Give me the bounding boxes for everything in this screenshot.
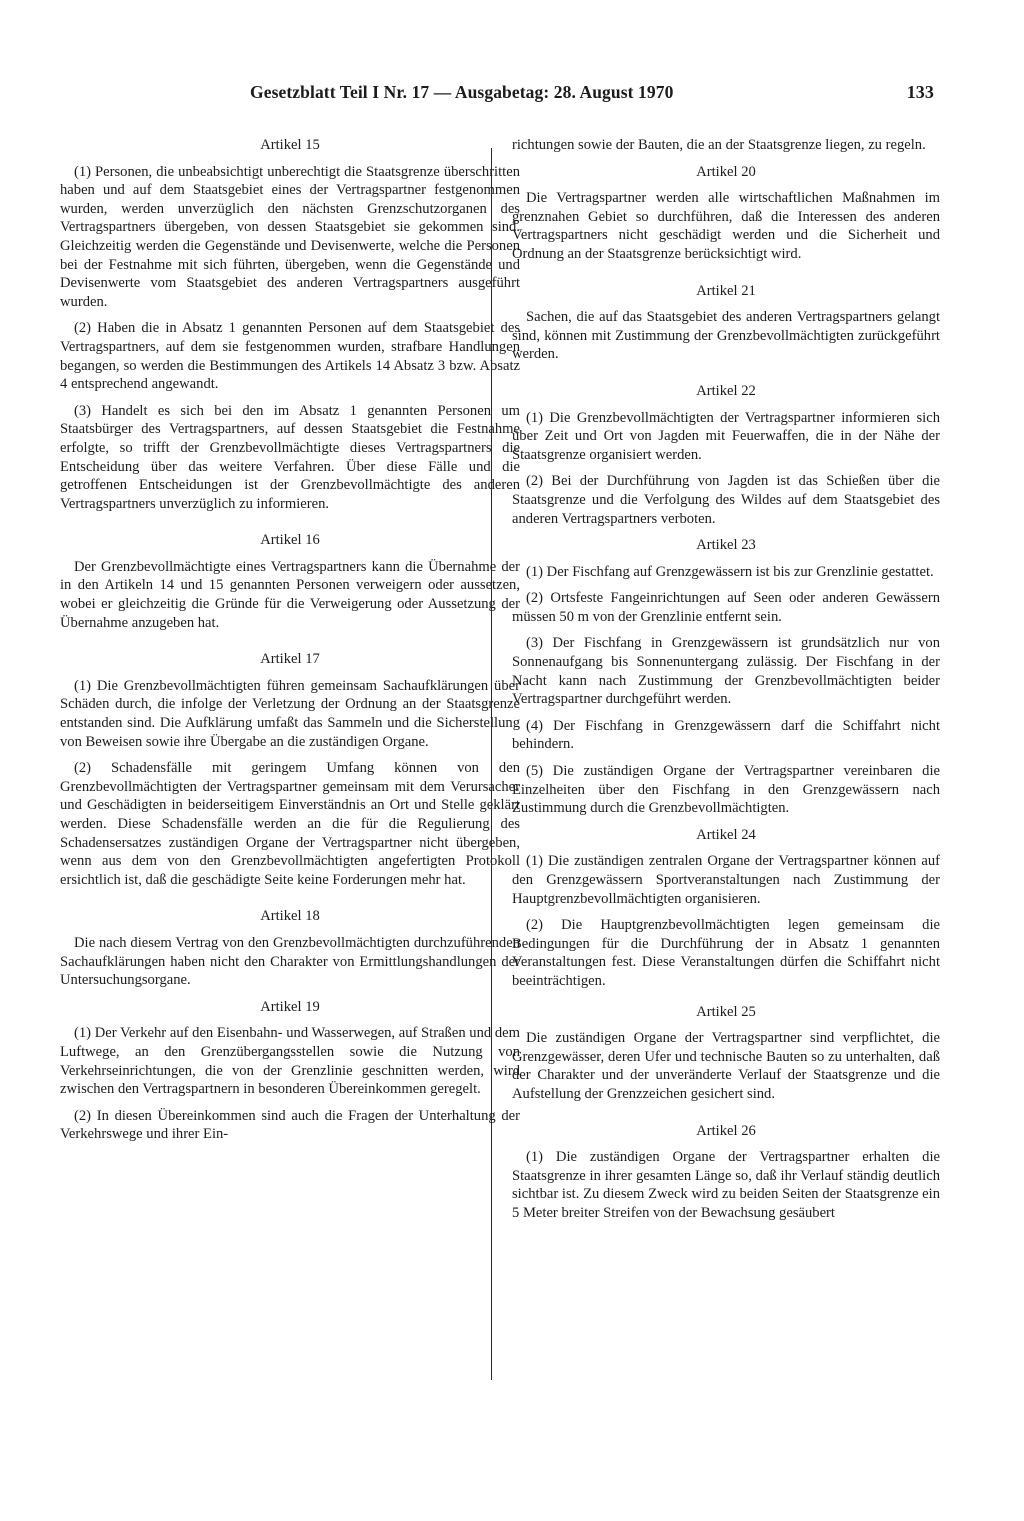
article-25-paragraph-1: Die zuständigen Organe der Vertragspartner sind verpflichtet, die Grenzgewässer, deren Ufer und technische Bauten so zu unterhalten, daß der Charakter und der unveränderte Verlauf der Staatsgrenze und die Aufstellung der Grenzzeichen gesichert sind.	[512, 1030, 940, 1102]
article-25-title: Artikel 25	[696, 1003, 756, 1020]
article-22-paragraph-1: (1) Die Grenzbevollmächtigten der Vertragspartner informieren sich über Zeit und Ort von Jagden mit Feuerwaffen, die in der Nähe der Staatsgrenze organisiert werden.	[512, 409, 940, 463]
article-19-paragraph-2: (2) In diesen Übereinkommen sind auch die Fragen der Unterhaltung der Verkehrswege und ihrer Ein-	[60, 1107, 520, 1143]
right-column	[512, 136, 940, 1231]
article-19-title: Artikel 19	[260, 998, 320, 1015]
article-24-paragraph-2: (2) Die Hauptgrenzbevollmächtigten legen gemeinsam die Bedingungen für die Durchführung der in Absatz 1 genannten Veranstaltungen fest. Diese Veranstaltungen dürfen die Schiffahrt nicht beeinträchtigen.	[512, 917, 940, 989]
article-17-title: Artikel 17	[260, 651, 320, 668]
article-26-title: Artikel 26	[696, 1122, 756, 1139]
article-23-paragraph-5: (5) Die zuständigen Organe der Vertragspartner vereinbaren die Einzelheiten über den Fischfang in den Grenzgewässern nach Zustimmung durch die Grenzbevollmächtigten.	[512, 763, 940, 817]
left-column	[60, 136, 520, 1152]
article-17-paragraph-1: (1) Die Grenzbevollmächtigten führen gemeinsam Sachaufklärungen über Schäden durch, die infolge der Verletzung der Ordnung an der Staatsgrenze entstanden sind. Die Aufklärung umfaßt das Sammeln und die Sicherstellung von Beweisen sowie ihre Übergabe an die zuständigen Organe.	[60, 677, 520, 750]
article-15-paragraph-1: (1) Personen, die unbeabsichtigt unberechtigt die Staatsgrenze überschritten haben und auf dem Staatsgebiet eines der Vertragspartner festgenommen wurden, werden unverzüglich den nächsten Grenzschutzorganen des Vertragspartners übergeben, von dessen Staatsgebiet sie gekommen sind. Gleichzeitig werden die Gegenstände und Devisenwerte, welche die Personen bei der Festnahme mit sich führten, übergeben, wenn die Gegenstände und Devisenwerte vom Staatsgebiet des anderen Vertragspartners ausgeführt wurden.	[60, 163, 520, 310]
article-24-title: Artikel 24	[696, 826, 756, 843]
article-23-paragraph-1: (1) Der Fischfang auf Grenzgewässern ist bis zur Grenzlinie gestattet.	[526, 563, 934, 580]
article-23-title: Artikel 23	[696, 537, 756, 554]
article-26-paragraph-1: (1) Die zuständigen Organe der Vertragspartner erhalten die Staatsgrenze in ihrer gesamten Länge so, daß ihr Verlauf ständig deutlich sichtbar ist. Zu diesem Zweck wird zu beiden Seiten der Staatsgrenze ein 5 Meter breiter Streifen von der Bewachsung gesäubert	[512, 1149, 940, 1221]
page-header	[232, 82, 934, 110]
article-19-paragraph-2-continued: richtungen sowie der Bauten, die an der Staatsgrenze liegen, zu regeln.	[512, 137, 926, 153]
article-16-title: Artikel 16	[260, 532, 320, 549]
article-21-paragraph-1: Sachen, die auf das Staatsgebiet des anderen Vertragspartners gelangt sind, können mit Zustimmung der Grenzbevollmächtigten zurückgeführt werden.	[512, 309, 940, 363]
article-17-paragraph-2: (2) Schadensfälle mit geringem Umfang können von den Grenzbevollmächtigten der Vertragspartner gemeinsam mit dem Verursacher und Geschädigten in beiderseitigem Einverständnis an Ort und Stelle geklärt werden. Diese Schadensfälle werden an die für die Regulierung des Schadensersatzes zuständigen Organe der Vertragspartner nicht übergeben, wenn aus dem von den Grenzbevollmächtigten angefertigten Protokoll ersichtlich ist, daß die geschädigte Seite keine Forderungen mehr hat.	[60, 760, 520, 888]
article-23-paragraph-3: (3) Der Fischfang in Grenzgewässern ist grundsätzlich nur von Sonnenaufgang bis Sonnenuntergang zulässig. Der Fischfang in der Nacht kann nach Zustimmung der Grenzbevollmächtigten beider Vertragspartner durchgeführt werden.	[512, 635, 940, 708]
article-15-title: Artikel 15	[260, 137, 320, 153]
article-23-paragraph-4: (4) Der Fischfang in Grenzgewässern darf die Schiffahrt nicht behindern.	[512, 717, 940, 753]
article-18-title: Artikel 18	[260, 908, 320, 925]
page-number: 133	[906, 82, 934, 102]
article-15-paragraph-2: (2) Haben die in Absatz 1 genannten Personen auf dem Staatsgebiet des Vertragspartners, auf dem sie festgenommen wurden, strafbare Handlungen begangen, so werden die Bestimmungen des Artikels 14 Absatz 3 bzw. Absatz 4 entsprechend angewandt.	[60, 320, 520, 393]
article-24-paragraph-1: (1) Die zuständigen zentralen Organe der Vertragspartner können auf den Grenzgewässern Sportveranstaltungen nach Zustimmung der Hauptgrenzbevollmächtigten organisieren.	[512, 853, 940, 907]
article-18-paragraph-1: Die nach diesem Vertrag von den Grenzbevollmächtigten durchzuführenden Sachaufklärungen haben nicht den Charakter von Ermittlungshandlungen der Untersuchungsorgane.	[60, 934, 520, 989]
article-20-paragraph-1: Die Vertragspartner werden alle wirtschaftlichen Maßnahmen im grenznahen Gebiet so durchführen, daß die Interessen des anderen Vertragspartners nicht geschädigt werden und die Sicherheit und Ordnung an der Staatsgrenze berücksichtigt wird.	[512, 190, 940, 262]
article-23-paragraph-2: (2) Ortsfeste Fangeinrichtungen auf Seen oder anderen Gewässern müssen 50 m von der Grenzlinie entfernt sein.	[512, 590, 940, 625]
article-22-paragraph-2: (2) Bei der Durchführung von Jagden ist das Schießen über die Staatsgrenze und die Verfolgung des Wildes auf dem Staatsgebiet des anderen Vertragspartners verboten.	[512, 473, 940, 527]
article-19-paragraph-1: (1) Der Verkehr auf den Eisenbahn- und Wasserwegen, auf Straßen und dem Luftwege, an den Grenzübergangsstellen sowie die Nutzung von Verkehrseinrichtungen, die von der Grenzlinie geschnitten werden, wird zwischen den Vertragspartnern in besonderen Übereinkommen geregelt.	[60, 1025, 520, 1098]
article-21-title: Artikel 21	[696, 282, 756, 299]
article-16-paragraph-1: Der Grenzbevollmächtigte eines Vertragspartners kann die Übernahme der in den Artikeln 14 und 15 genannten Personen verweigern oder aussetzen, wobei er gleichzeitig die Gründe für die Verweigerung oder Aussetzung der Übernahme anzugeben hat.	[60, 558, 520, 631]
article-20-title: Artikel 20	[696, 163, 756, 180]
article-15-paragraph-3: (3) Handelt es sich bei den im Absatz 1 genannten Personen um Staatsbürger des Vertragspartners, auf dessen Staatsgebiet die Festnahme erfolgte, so trifft der Grenzbevollmächtigte dieses Vertragspartners die Entscheidung über das weitere Verfahren. Über diese Fälle und die getroffenen Entscheidungen ist der Grenzbevollmächtigte des anderen Vertragspartners unverzüglich zu informieren.	[60, 402, 520, 512]
article-22-title: Artikel 22	[696, 382, 756, 399]
header-title: Gesetzblatt Teil I Nr. 17 — Ausgabetag: 28. August 1970	[250, 82, 674, 102]
